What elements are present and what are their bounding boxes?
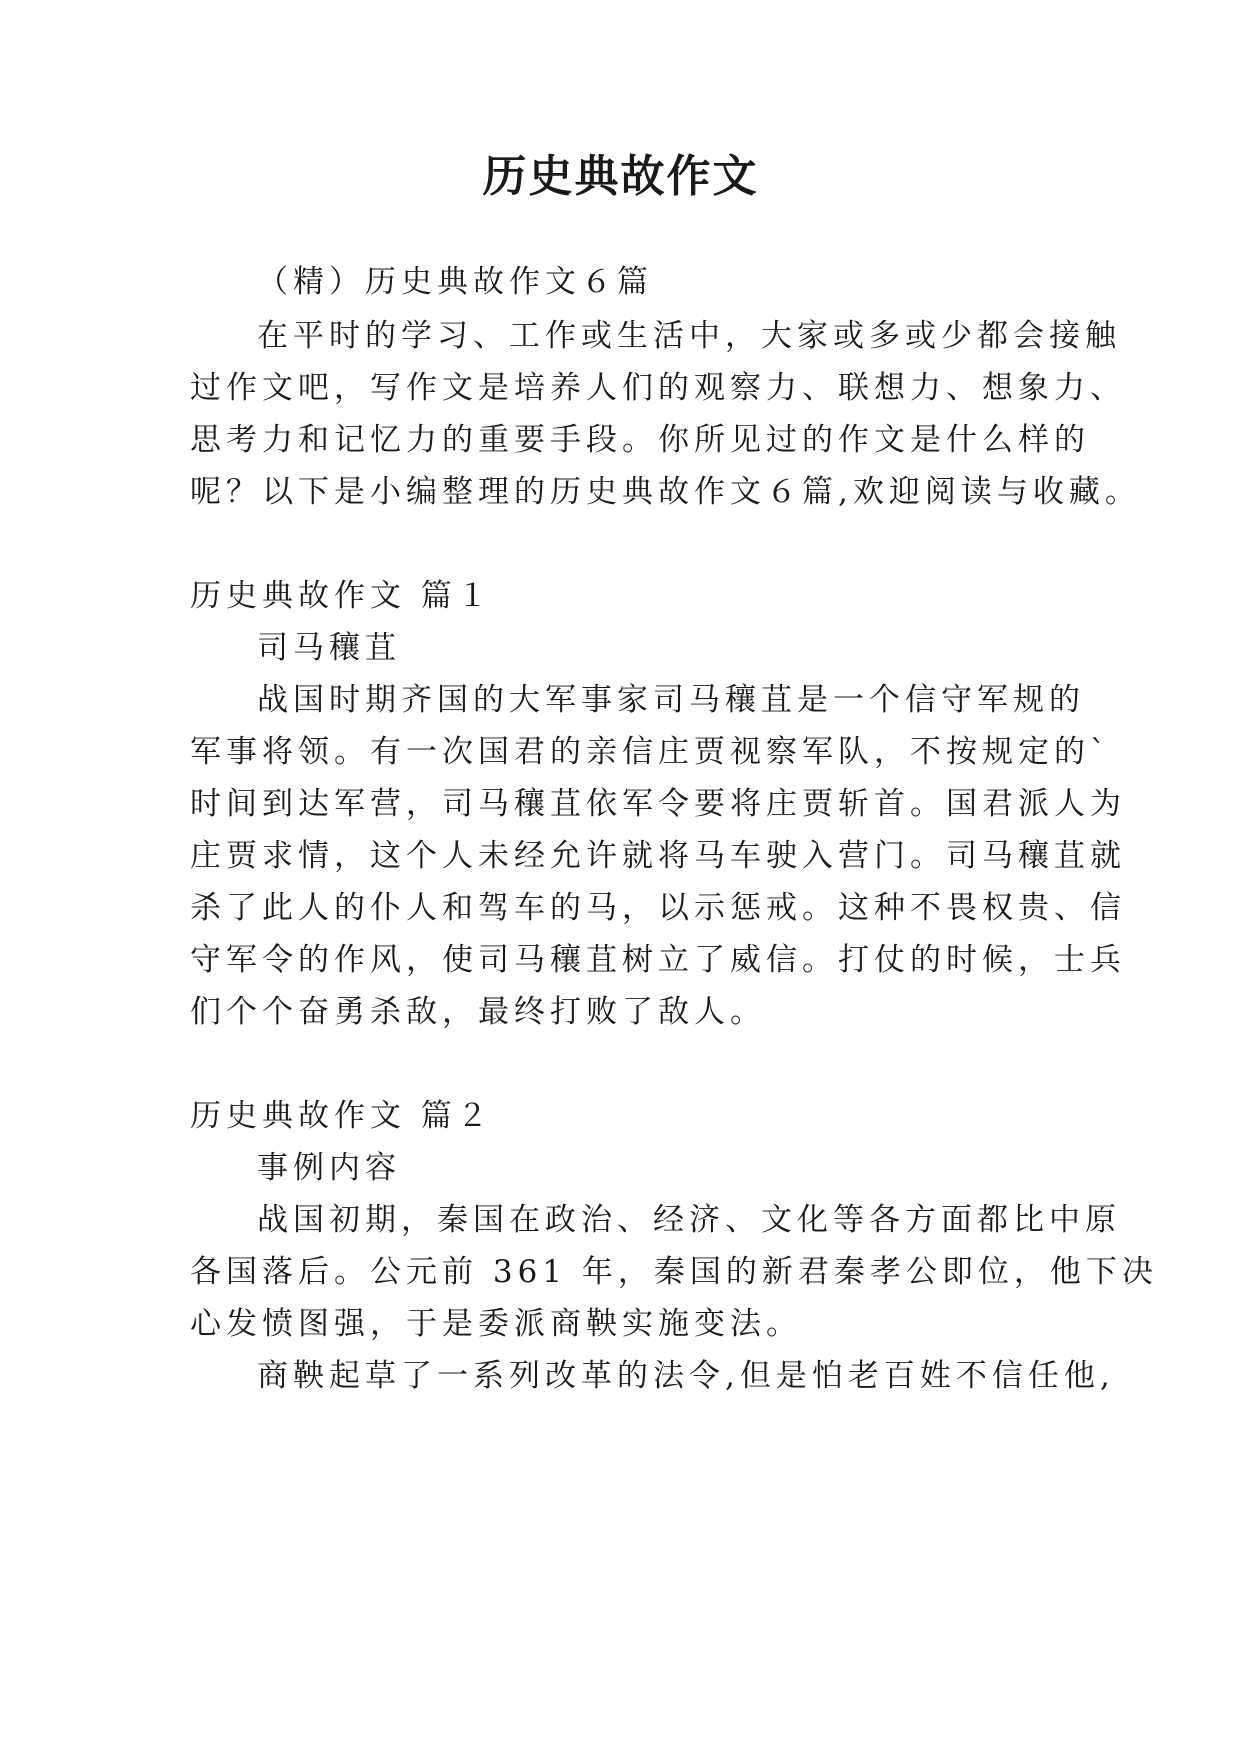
paragraph-line: 时间到达军营，司马穰苴依军令要将庄贾斩首。国君派人为 — [190, 786, 1126, 822]
section-subtitle: 事例内容 — [257, 1150, 401, 1186]
paragraph-line: 各国落后。公元前 361 年，秦国的新君秦孝公即位，他下决 — [190, 1254, 1158, 1290]
paragraph-line: 们个个奋勇杀敌，最终打败了敌人。 — [190, 994, 766, 1030]
paragraph-line: 庄贾求情，这个人未经允许就将马车驶入营门。司马穰苴就 — [190, 838, 1126, 874]
intro-line: 呢？以下是小编整理的历史典故作文６篇,欢迎阅读与收藏。 — [190, 474, 1141, 510]
paragraph-line: 心发愤图强，于是委派商鞅实施变法。 — [190, 1306, 802, 1342]
section-subtitle: 司马穰苴 — [257, 630, 401, 666]
paragraph-line: 守军令的作风，使司马穰苴树立了威信。打仗的时候，士兵 — [190, 942, 1126, 978]
subtitle-line: （精）历史典故作文６篇 — [257, 264, 653, 300]
paragraph-line: 军事将领。有一次国君的亲信庄贾视察军队，不按规定的` — [190, 734, 1111, 770]
document-title: 历史典故作文 — [482, 151, 759, 202]
section-heading-2: 历史典故作文 篇２ — [190, 1098, 493, 1134]
paragraph-line: 商鞅起草了一系列改革的法令,但是怕老百姓不信任他, — [257, 1358, 1115, 1394]
paragraph-line: 杀了此人的仆人和驾车的马，以示惩戒。这种不畏权贵、信 — [190, 890, 1126, 926]
intro-line: 思考力和记忆力的重要手段。你所见过的作文是什么样的 — [190, 422, 1090, 458]
intro-line: 过作文吧，写作文是培养人们的观察力、联想力、想象力、 — [190, 370, 1126, 406]
intro-line: 在平时的学习、工作或生活中，大家或多或少都会接触 — [257, 318, 1121, 354]
paragraph-line: 战国初期，秦国在政治、经济、文化等各方面都比中原 — [257, 1202, 1121, 1238]
section-heading-1: 历史典故作文 篇１ — [190, 578, 493, 614]
paragraph-line: 战国时期齐国的大军事家司马穰苴是一个信守军规的 — [257, 682, 1085, 718]
